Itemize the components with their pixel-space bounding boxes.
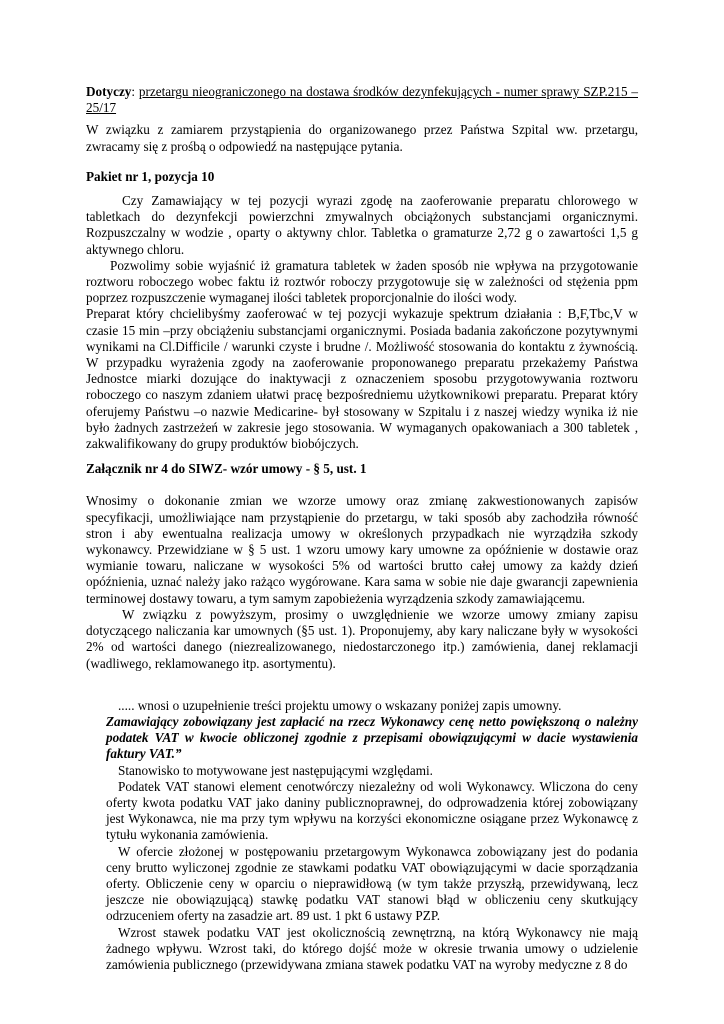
section2-paragraph-2: W związku z powyższym, prosimy o uwzględnienie we wzorze umowy zmiany zapisu dotyczącego naliczania kar umownych (§5 ust. 1). Proponujemy, aby kary naliczane były w wysokości 2% od wartości danego (niezrealizowanego, niedostarczonego itp.) zamówienia, danej reklamacji (wadliwego, reklamowanego itp. asortymentu). <box>86 606 638 671</box>
subject-text: przetargu nieograniczonego na dostawa środków dezynfekujących - numer sprawy SZP.215 – 25/17 <box>86 84 638 116</box>
section2-heading: Załącznik nr 4 do SIWZ- wzór umowy - § 5, ust. 1 <box>86 461 367 477</box>
section3-paragraph-1: Stanowisko to motywowane jest następującymi względami. <box>118 762 433 778</box>
intro-paragraph: W związku z zamiarem przystąpienia do organizowanego przez Państwa Szpital ww. przetargu, zwracamy się z prośbą o odpowiedź na następujące pytania. <box>86 122 638 154</box>
spacer <box>86 672 638 698</box>
subject-label: Dotyczy <box>86 84 132 99</box>
section3-paragraph-3: W ofercie złożonej w postępowaniu przetargowym Wykonawca zobowiązany jest do podania ceny brutto wyliczonej zgodnie ze stawkami podatku VAT obowiązującymi w dacie sporządzania oferty. Obliczenie ceny w oparciu o nieprawidłową (w tym także przyszłą, przewidywaną, lecz jeszcze nie obowiązującą) stawkę podatku VAT stanowi błąd w obliczeniu ceny skutkujący odrzuceniem oferty na zasadzie art. 89 ust. 1 pkt 6 ustawy PZP. <box>106 843 638 924</box>
section3-paragraph-2: Podatek VAT stanowi element cenotwórczy niezależny od woli Wykonawcy. Wliczona do ceny oferty kwota podatku VAT jako daniny publicznoprawnej, do odprowadzenia której zobowiązany jest Wykonawca, nie ma przy tym wpływu na korzyści ekonomiczne osiągane przez Wykonawcę z tytułu wykonania zamówienia. <box>106 778 638 843</box>
section1-paragraph-3: Preparat który chcielibyśmy zaoferować w tej pozycji wykazuje spektrum działania : B,F,Tbc,V w czasie 15 min –przy obciążeniu substancjami organicznymi. Posiada badania zakończone pozytywnymi wynikami na Cl.Difficile / warunki czyste i brudne /. Możliwość stosowania do kontaktu z żywnością. W przypadku wyrażenia zgody na zaoferowanie proponowanego preparatu przekażemy Państwa Jednostce miarki dozujące do inaktywacji z oznaczeniem sposobu przygotowywania roztworu roboczego co naszym zdaniem ułatwi pracę bezpośredniemu użytkownikowi preparatu. Preparat który oferujemy Państwu –o nazwie Medicarine- był stosowany w Szpitalu i z naszej wiedzy wynika iż nie było żadnych zastrzeżeń w zakresie jego stosowania. W wymaganych opakowaniach a 300 tabletek , zakwalifikowany do grupy produktów biobójczych. <box>86 306 638 452</box>
subject-line: Dotyczy: przetargu nieograniczonego na dostawa środków dezynfekujących - numer sprawy SZP.215 – 25/17 <box>86 84 638 116</box>
section3-quote: Zamawiający zobowiązany jest zapłacić na rzecz Wykonawcy cenę netto powiększoną o należny podatek VAT w kwocie obliczonej zgodnie z przepisami obowiązującymi w dacie wystawienia faktury VAT.” <box>106 713 638 762</box>
section3-paragraph-4: Wzrost stawek podatku VAT jest okolicznością zewnętrzną, na którą Wykonawcy nie mają żadnego wpływu. Wzrost taki, do którego dojść może w okresie trwania umowy o udzielenie zamówienia publicznego (przewidywana zmiana stawek podatku VAT na wyroby medyczne z 8 do <box>106 924 638 972</box>
section1-paragraph-2: Pozwolimy sobie wyjaśnić iż gramatura tabletek w żaden sposób nie wpływa na przygotowanie roztworu roboczego wobec faktu iż roztwór roboczy przygotowuje się w zależności od stężenia ppm poprzez rozpuszczenie wymaganej ilości tabletek proporcjonalnie do ilości wody. <box>86 257 638 306</box>
section3-lead: ..... wnosi o uzupełnienie treści projektu umowy o wskazany poniżej zapis umowny. <box>118 697 562 713</box>
section1-paragraph-1: Czy Zamawiający w tej pozycji wyrazi zgodę na zaoferowanie preparatu chlorowego w tabletkach do dezynfekcji powierzchni zmywalnych obciążonych substancjami organicznymi. Rozpuszczalny w wodzie , oparty o aktywny chlor. Tabletka o gramaturze 2,72 g o zawartości 1,5 g aktywnego chloru. <box>86 193 638 257</box>
section2-paragraph-1: Wnosimy o dokonanie zmian we wzorze umowy oraz zmianę zakwestionowanych zapisów specyfikacji, umożliwiające nam przystąpienie do przetargu, w taki sposób aby zachodziła równość stron i aby ewentualna realizacja umowy w określonych przypadkach nie wyrządziła szkody wykonawcy. Przewidziane w § 5 ust. 1 wzoru umowy kary umowne za opóźnienie w dostawie oraz wymianie towaru, naliczane w wysokości 5% od wartości brutto całej umowy za każdy dzień opóźnienia, uznać należy jako rażąco wygórowane. Kara sama w sobie nie daje gwarancji zapewnienia terminowej dostawy towaru, a tym samym zapobieżenia wyrządzenia szkody zamawiającemu. <box>86 493 638 606</box>
section1-heading: Pakiet nr 1, pozycja 10 <box>86 168 215 184</box>
